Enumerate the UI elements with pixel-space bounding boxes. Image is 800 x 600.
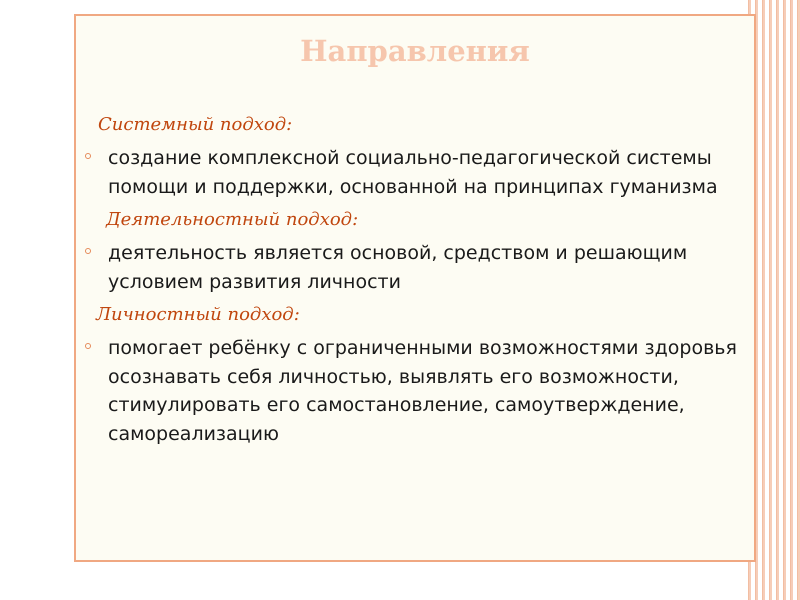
bullet-item-activity <box>76 239 754 296</box>
bullet-text-activity: деятельность является основой, средством и решающим условием развития личности <box>108 242 688 293</box>
section-heading-personal: Личностный подход: <box>96 304 300 325</box>
bullet-text-systemic: создание комплексной социально-педагогической системы помощи и поддержки, основанной на принципах гуманизма <box>108 147 718 198</box>
slide-content <box>76 112 754 454</box>
slide-title: Направления <box>300 34 530 68</box>
section-heading-systemic: Системный подход: <box>98 114 293 135</box>
section-heading-activity: Деятельностный подход: <box>106 209 359 230</box>
bullet-text-personal: помогает ребёнку с ограниченными возможностями здоровья осознавать себя личностью, выявлять его возможности, стимулировать его самостановление, самоутверждение, самореализацию <box>108 337 737 445</box>
circle-bullet-icon <box>85 153 91 159</box>
bullet-item-systemic <box>76 144 754 201</box>
circle-bullet-icon <box>85 248 91 254</box>
slide-frame <box>74 14 756 562</box>
circle-bullet-icon <box>85 343 91 349</box>
bullet-item-personal <box>76 334 754 448</box>
